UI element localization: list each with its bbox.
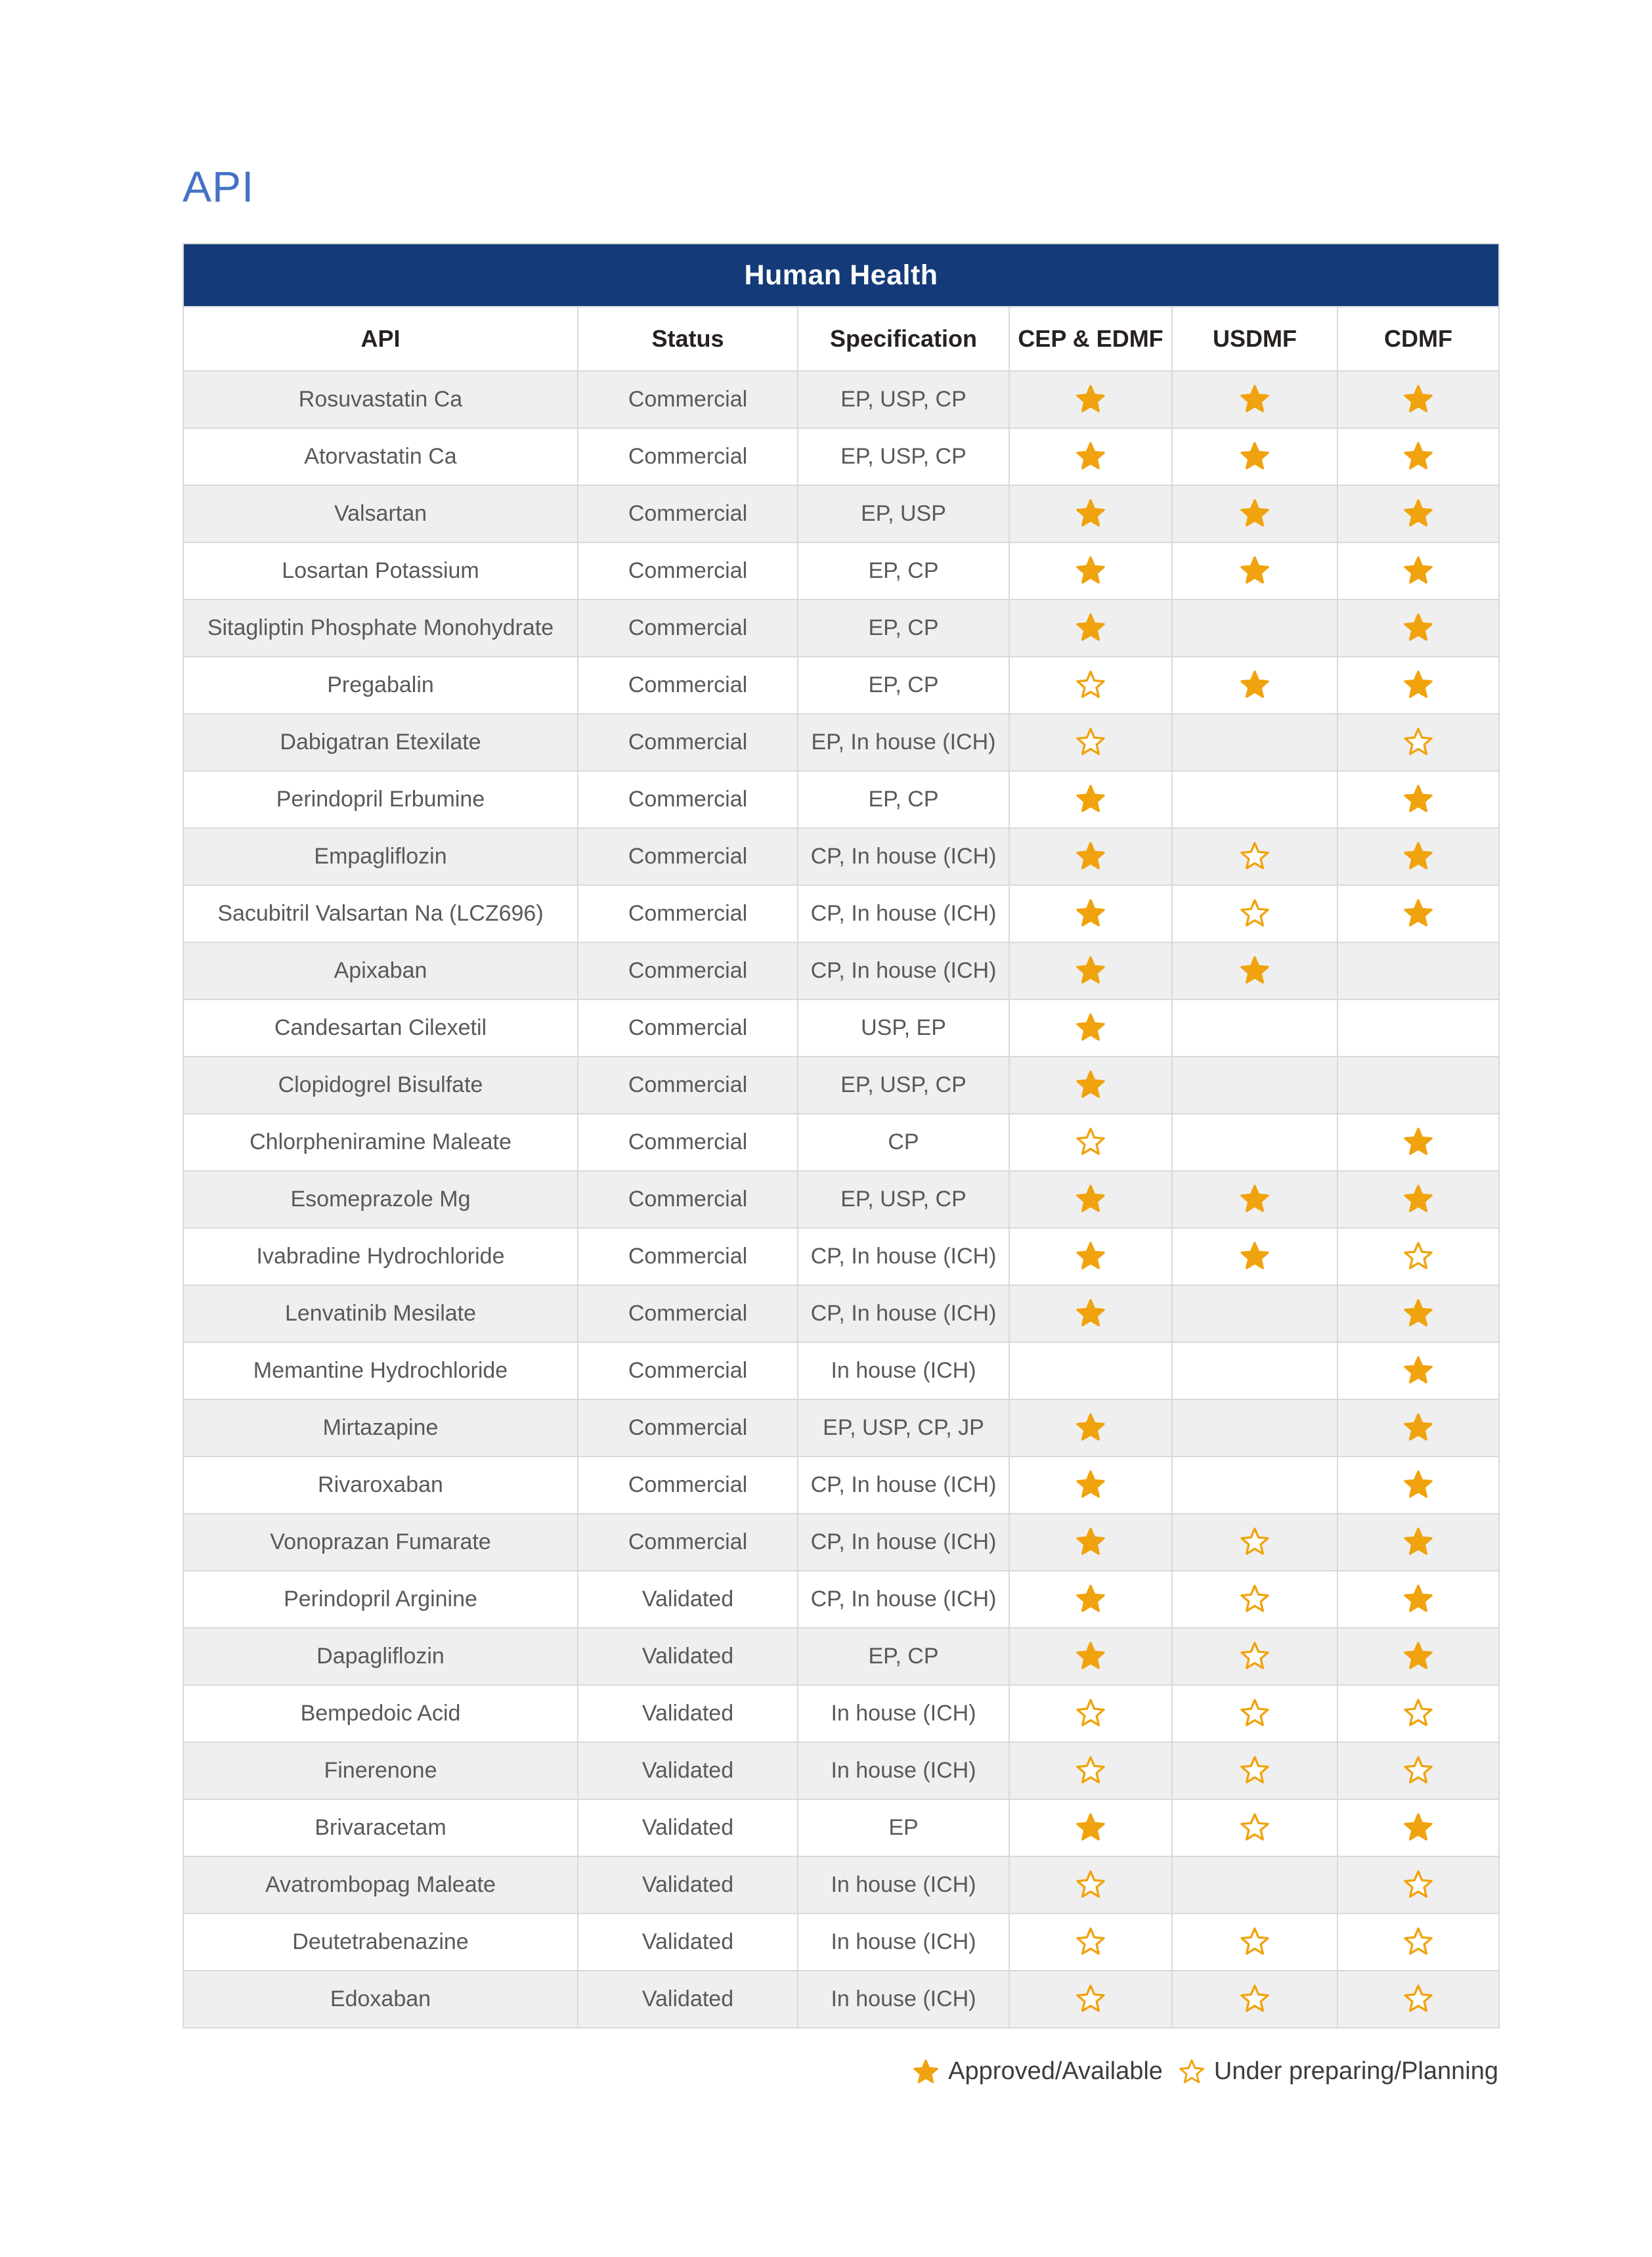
cdmf-star-cell: [1337, 428, 1499, 485]
status-cell: Commercial: [578, 999, 798, 1057]
table-row: [183, 1228, 1499, 1285]
cep-edmf-star-cell: [1009, 1628, 1172, 1685]
cep-edmf-star-cell: [1009, 1342, 1172, 1399]
table-row: [183, 885, 1499, 942]
usdmf-star-cell: [1172, 1685, 1337, 1742]
table-row: [183, 771, 1499, 828]
api-name-cell: Rosuvastatin Ca: [183, 371, 578, 428]
api-name-cell: Dapagliflozin: [183, 1628, 578, 1685]
usdmf-star-cell: [1172, 1285, 1337, 1342]
column-header-cep-edmf: CEP & EDMF: [1009, 307, 1172, 371]
cep-edmf-star-cell: [1009, 1685, 1172, 1742]
star-outline-icon: [1403, 1756, 1433, 1786]
usdmf-star-cell: [1172, 1228, 1337, 1285]
api-name-cell: Candesartan Cilexetil: [183, 999, 578, 1057]
legend-item-preparing: [1179, 2057, 1498, 2086]
cep-edmf-star-cell: [1009, 1285, 1172, 1342]
usdmf-star-cell: [1172, 771, 1337, 828]
star-filled-icon: [1076, 499, 1106, 529]
cep-edmf-star-cell: [1009, 885, 1172, 942]
table-body: [183, 371, 1499, 2028]
star-outline-icon: [1076, 670, 1106, 701]
status-cell: Commercial: [578, 542, 798, 600]
status-cell: Commercial: [578, 1057, 798, 1114]
specification-cell: In house (ICH): [798, 1685, 1009, 1742]
star-outline-icon: [1076, 1699, 1106, 1729]
legend-preparing-label: Under preparing/Planning: [1213, 2057, 1498, 2085]
cdmf-star-cell: [1337, 1057, 1499, 1114]
cdmf-star-cell: [1337, 1342, 1499, 1399]
specification-cell: EP, CP: [798, 657, 1009, 714]
star-filled-icon: [1076, 842, 1106, 872]
table-row: [183, 714, 1499, 771]
table-row: [183, 1514, 1499, 1571]
star-filled-icon: [1403, 1185, 1433, 1215]
star-filled-icon: [1076, 442, 1106, 472]
cdmf-star-cell: [1337, 1285, 1499, 1342]
star-outline-icon: [1076, 728, 1106, 758]
specification-cell: EP, In house (ICH): [798, 714, 1009, 771]
api-name-cell: Perindopril Erbumine: [183, 771, 578, 828]
table-row: [183, 1342, 1499, 1399]
specification-cell: CP, In house (ICH): [798, 1514, 1009, 1571]
status-cell: Validated: [578, 1742, 798, 1799]
star-filled-icon: [1403, 442, 1433, 472]
usdmf-star-cell: [1172, 1742, 1337, 1799]
star-outline-icon: [1240, 899, 1270, 929]
specification-cell: In house (ICH): [798, 1342, 1009, 1399]
cep-edmf-star-cell: [1009, 485, 1172, 542]
column-header-row: [183, 307, 1499, 371]
table-row: [183, 1457, 1499, 1514]
specification-cell: EP, USP, CP: [798, 428, 1009, 485]
star-outline-icon: [1240, 1527, 1270, 1558]
star-filled-icon: [1240, 499, 1270, 529]
star-filled-icon: [1403, 1470, 1433, 1501]
api-name-cell: Rivaroxaban: [183, 1457, 578, 1514]
table-row: [183, 371, 1499, 428]
specification-cell: EP, USP, CP, JP: [798, 1399, 1009, 1457]
status-cell: Commercial: [578, 1399, 798, 1457]
table-row: [183, 485, 1499, 542]
cep-edmf-star-cell: [1009, 999, 1172, 1057]
cep-edmf-star-cell: [1009, 371, 1172, 428]
status-cell: Commercial: [578, 771, 798, 828]
status-cell: Commercial: [578, 1457, 798, 1514]
cep-edmf-star-cell: [1009, 657, 1172, 714]
star-filled-icon: [1240, 442, 1270, 472]
star-outline-icon: [1240, 1699, 1270, 1729]
star-filled-icon: [1403, 1128, 1433, 1158]
star-filled-icon: [1240, 670, 1270, 701]
status-cell: Validated: [578, 1914, 798, 1971]
cdmf-star-cell: [1337, 1856, 1499, 1914]
status-cell: Commercial: [578, 1228, 798, 1285]
cdmf-star-cell: [1337, 1685, 1499, 1742]
status-cell: Validated: [578, 1571, 798, 1628]
cdmf-star-cell: [1337, 942, 1499, 999]
cdmf-star-cell: [1337, 657, 1499, 714]
table-row: [183, 1799, 1499, 1856]
cep-edmf-star-cell: [1009, 714, 1172, 771]
status-cell: Commercial: [578, 657, 798, 714]
star-filled-icon: [1240, 1185, 1270, 1215]
table-row: [183, 828, 1499, 885]
table-row: [183, 942, 1499, 999]
star-filled-icon: [1076, 956, 1106, 986]
usdmf-star-cell: [1172, 999, 1337, 1057]
status-cell: Commercial: [578, 714, 798, 771]
cep-edmf-star-cell: [1009, 1971, 1172, 2028]
star-filled-icon: [1403, 1642, 1433, 1672]
star-outline-icon: [1076, 1870, 1106, 1900]
cdmf-star-cell: [1337, 1971, 1499, 2028]
cep-edmf-star-cell: [1009, 1799, 1172, 1856]
cep-edmf-star-cell: [1009, 1228, 1172, 1285]
star-outline-icon: [1240, 1585, 1270, 1615]
status-cell: Validated: [578, 1685, 798, 1742]
cep-edmf-star-cell: [1009, 828, 1172, 885]
star-filled-icon: [1076, 1185, 1106, 1215]
star-outline-icon: [1403, 728, 1433, 758]
star-filled-icon: [1076, 1527, 1106, 1558]
star-filled-icon: [1076, 1299, 1106, 1329]
specification-cell: In house (ICH): [798, 1856, 1009, 1914]
table-row: [183, 1628, 1499, 1685]
api-name-cell: Memantine Hydrochloride: [183, 1342, 578, 1399]
star-filled-icon: [1076, 1413, 1106, 1443]
cdmf-star-cell: [1337, 1399, 1499, 1457]
table-row: [183, 1399, 1499, 1457]
usdmf-star-cell: [1172, 1171, 1337, 1228]
api-name-cell: Losartan Potassium: [183, 542, 578, 600]
star-filled-icon: [1240, 556, 1270, 586]
table-row: [183, 1914, 1499, 1971]
cdmf-star-cell: [1337, 1914, 1499, 1971]
specification-cell: CP, In house (ICH): [798, 828, 1009, 885]
cep-edmf-star-cell: [1009, 542, 1172, 600]
star-outline-icon: [1076, 1927, 1106, 1958]
cdmf-star-cell: [1337, 771, 1499, 828]
star-filled-icon: [1403, 670, 1433, 701]
star-filled-icon: [1403, 1413, 1433, 1443]
star-outline-icon: [1240, 1756, 1270, 1786]
star-filled-icon: [1076, 1813, 1106, 1843]
specification-cell: EP, USP, CP: [798, 1057, 1009, 1114]
star-outline-icon: [1240, 1927, 1270, 1958]
usdmf-star-cell: [1172, 371, 1337, 428]
star-outline-icon: [1403, 1242, 1433, 1272]
usdmf-star-cell: [1172, 1457, 1337, 1514]
cep-edmf-star-cell: [1009, 600, 1172, 657]
column-header-usdmf: USDMF: [1172, 307, 1337, 371]
usdmf-star-cell: [1172, 714, 1337, 771]
star-filled-icon: [1076, 385, 1106, 415]
star-outline-icon: [1240, 1813, 1270, 1843]
cdmf-star-cell: [1337, 828, 1499, 885]
cep-edmf-star-cell: [1009, 1914, 1172, 1971]
content-area: [183, 162, 1498, 2086]
specification-cell: EP: [798, 1799, 1009, 1856]
cdmf-star-cell: [1337, 1457, 1499, 1514]
api-name-cell: Pregabalin: [183, 657, 578, 714]
table-row: [183, 1571, 1499, 1628]
usdmf-star-cell: [1172, 657, 1337, 714]
specification-cell: EP, USP: [798, 485, 1009, 542]
usdmf-star-cell: [1172, 1342, 1337, 1399]
legend: [183, 2057, 1498, 2086]
cep-edmf-star-cell: [1009, 1742, 1172, 1799]
status-cell: Commercial: [578, 828, 798, 885]
usdmf-star-cell: [1172, 1114, 1337, 1171]
usdmf-star-cell: [1172, 1514, 1337, 1571]
star-outline-icon: [1076, 1984, 1106, 2015]
cdmf-star-cell: [1337, 600, 1499, 657]
star-filled-icon: [1403, 1356, 1433, 1386]
usdmf-star-cell: [1172, 1971, 1337, 2028]
star-filled-icon: [1240, 385, 1270, 415]
star-outline-icon: [1179, 2059, 1205, 2086]
status-cell: Commercial: [578, 1171, 798, 1228]
specification-cell: In house (ICH): [798, 1914, 1009, 1971]
specification-cell: USP, EP: [798, 999, 1009, 1057]
cep-edmf-star-cell: [1009, 1171, 1172, 1228]
cdmf-star-cell: [1337, 1742, 1499, 1799]
cdmf-star-cell: [1337, 1571, 1499, 1628]
status-cell: Validated: [578, 1971, 798, 2028]
status-cell: Commercial: [578, 428, 798, 485]
usdmf-star-cell: [1172, 1799, 1337, 1856]
star-filled-icon: [1403, 1299, 1433, 1329]
cdmf-star-cell: [1337, 1228, 1499, 1285]
cdmf-star-cell: [1337, 1799, 1499, 1856]
cep-edmf-star-cell: [1009, 1114, 1172, 1171]
status-cell: Validated: [578, 1628, 798, 1685]
legend-outline-star: [1179, 2057, 1205, 2086]
column-header-status: Status: [578, 307, 798, 371]
star-filled-icon: [1076, 556, 1106, 586]
usdmf-star-cell: [1172, 428, 1337, 485]
star-outline-icon: [1403, 1870, 1433, 1900]
table-title-banner: Human Health: [183, 244, 1499, 307]
status-cell: Validated: [578, 1799, 798, 1856]
page-title: API: [183, 162, 255, 211]
usdmf-star-cell: [1172, 600, 1337, 657]
star-outline-icon: [1240, 1984, 1270, 2015]
status-cell: Commercial: [578, 1285, 798, 1342]
specification-cell: CP: [798, 1114, 1009, 1171]
cep-edmf-star-cell: [1009, 1571, 1172, 1628]
status-cell: Commercial: [578, 485, 798, 542]
star-filled-icon: [1403, 785, 1433, 815]
table-row: [183, 1856, 1499, 1914]
star-filled-icon: [1076, 1070, 1106, 1101]
star-filled-icon: [1403, 556, 1433, 586]
api-name-cell: Apixaban: [183, 942, 578, 999]
human-health-table: [183, 243, 1500, 2028]
star-filled-icon: [1076, 1242, 1106, 1272]
star-outline-icon: [1403, 1927, 1433, 1958]
specification-cell: EP, USP, CP: [798, 1171, 1009, 1228]
star-filled-icon: [1403, 613, 1433, 644]
table-row: [183, 600, 1499, 657]
specification-cell: In house (ICH): [798, 1971, 1009, 2028]
cdmf-star-cell: [1337, 542, 1499, 600]
cep-edmf-star-cell: [1009, 942, 1172, 999]
status-cell: Commercial: [578, 1514, 798, 1571]
status-cell: Validated: [578, 1856, 798, 1914]
api-name-cell: Esomeprazole Mg: [183, 1171, 578, 1228]
star-filled-icon: [1076, 1470, 1106, 1501]
usdmf-star-cell: [1172, 1399, 1337, 1457]
star-filled-icon: [1076, 899, 1106, 929]
status-cell: Commercial: [578, 371, 798, 428]
star-filled-icon: [1240, 1242, 1270, 1272]
star-outline-icon: [1076, 1128, 1106, 1158]
table-row: [183, 1285, 1499, 1342]
cdmf-star-cell: [1337, 1628, 1499, 1685]
star-filled-icon: [1403, 385, 1433, 415]
star-filled-icon: [1076, 1013, 1106, 1043]
api-name-cell: Brivaracetam: [183, 1799, 578, 1856]
api-name-cell: Clopidogrel Bisulfate: [183, 1057, 578, 1114]
star-filled-icon: [1240, 956, 1270, 986]
specification-cell: CP, In house (ICH): [798, 1457, 1009, 1514]
usdmf-star-cell: [1172, 1571, 1337, 1628]
usdmf-star-cell: [1172, 885, 1337, 942]
usdmf-star-cell: [1172, 542, 1337, 600]
cdmf-star-cell: [1337, 714, 1499, 771]
cdmf-star-cell: [1337, 371, 1499, 428]
table-row: [183, 1971, 1499, 2028]
table-row: [183, 1742, 1499, 1799]
api-name-cell: Dabigatran Etexilate: [183, 714, 578, 771]
api-name-cell: Sitagliptin Phosphate Monohydrate: [183, 600, 578, 657]
specification-cell: EP, CP: [798, 600, 1009, 657]
specification-cell: EP, USP, CP: [798, 371, 1009, 428]
api-name-cell: Edoxaban: [183, 1971, 578, 2028]
specification-cell: CP, In house (ICH): [798, 885, 1009, 942]
column-header-cdmf: CDMF: [1337, 307, 1499, 371]
star-filled-icon: [1403, 1585, 1433, 1615]
api-name-cell: Valsartan: [183, 485, 578, 542]
column-header-specification: Specification: [798, 307, 1009, 371]
table-banner-row: [183, 244, 1499, 307]
star-filled-icon: [1076, 785, 1106, 815]
cep-edmf-star-cell: [1009, 1856, 1172, 1914]
table-row: [183, 428, 1499, 485]
api-name-cell: Perindopril Arginine: [183, 1571, 578, 1628]
cdmf-star-cell: [1337, 885, 1499, 942]
table-row: [183, 1171, 1499, 1228]
star-outline-icon: [1076, 1756, 1106, 1786]
star-outline-icon: [1403, 1699, 1433, 1729]
status-cell: Commercial: [578, 885, 798, 942]
usdmf-star-cell: [1172, 1914, 1337, 1971]
api-name-cell: Lenvatinib Mesilate: [183, 1285, 578, 1342]
usdmf-star-cell: [1172, 1057, 1337, 1114]
star-filled-icon: [1403, 499, 1433, 529]
specification-cell: CP, In house (ICH): [798, 942, 1009, 999]
api-name-cell: Avatrombopag Maleate: [183, 1856, 578, 1914]
star-filled-icon: [1403, 1813, 1433, 1843]
usdmf-star-cell: [1172, 1856, 1337, 1914]
api-name-cell: Atorvastatin Ca: [183, 428, 578, 485]
api-name-cell: Sacubitril Valsartan Na (LCZ696): [183, 885, 578, 942]
usdmf-star-cell: [1172, 1628, 1337, 1685]
legend-approved-label: Approved/Available: [948, 2057, 1163, 2085]
table-row: [183, 1057, 1499, 1114]
status-cell: Commercial: [578, 600, 798, 657]
star-outline-icon: [1240, 842, 1270, 872]
api-name-cell: Finerenone: [183, 1742, 578, 1799]
star-filled-icon: [1076, 1642, 1106, 1672]
cep-edmf-star-cell: [1009, 1057, 1172, 1114]
cdmf-star-cell: [1337, 1171, 1499, 1228]
cdmf-star-cell: [1337, 1514, 1499, 1571]
cep-edmf-star-cell: [1009, 1457, 1172, 1514]
api-name-cell: Empagliflozin: [183, 828, 578, 885]
cdmf-star-cell: [1337, 999, 1499, 1057]
api-name-cell: Vonoprazan Fumarate: [183, 1514, 578, 1571]
star-filled-icon: [1403, 1527, 1433, 1558]
specification-cell: EP, CP: [798, 542, 1009, 600]
table-row: [183, 999, 1499, 1057]
specification-cell: CP, In house (ICH): [798, 1571, 1009, 1628]
star-outline-icon: [1240, 1642, 1270, 1672]
specification-cell: EP, CP: [798, 1628, 1009, 1685]
star-filled-icon: [1076, 1585, 1106, 1615]
star-filled-icon: [1076, 613, 1106, 644]
table-row: [183, 1685, 1499, 1742]
star-filled-icon: [913, 2059, 939, 2086]
cep-edmf-star-cell: [1009, 1399, 1172, 1457]
api-name-cell: Chlorpheniramine Maleate: [183, 1114, 578, 1171]
specification-cell: EP, CP: [798, 771, 1009, 828]
table-row: [183, 1114, 1499, 1171]
cdmf-star-cell: [1337, 1114, 1499, 1171]
usdmf-star-cell: [1172, 942, 1337, 999]
specification-cell: In house (ICH): [798, 1742, 1009, 1799]
legend-item-approved: [913, 2057, 1163, 2086]
cep-edmf-star-cell: [1009, 771, 1172, 828]
cep-edmf-star-cell: [1009, 1514, 1172, 1571]
cdmf-star-cell: [1337, 485, 1499, 542]
api-name-cell: Ivabradine Hydrochloride: [183, 1228, 578, 1285]
status-cell: Commercial: [578, 942, 798, 999]
usdmf-star-cell: [1172, 485, 1337, 542]
column-header-api: API: [183, 307, 578, 371]
api-name-cell: Deutetrabenazine: [183, 1914, 578, 1971]
star-outline-icon: [1403, 1984, 1433, 2015]
specification-cell: CP, In house (ICH): [798, 1285, 1009, 1342]
api-name-cell: Bempedoic Acid: [183, 1685, 578, 1742]
star-filled-icon: [1403, 899, 1433, 929]
usdmf-star-cell: [1172, 828, 1337, 885]
api-name-cell: Mirtazapine: [183, 1399, 578, 1457]
table-row: [183, 542, 1499, 600]
status-cell: Commercial: [578, 1114, 798, 1171]
star-filled-icon: [1403, 842, 1433, 872]
table-row: [183, 657, 1499, 714]
cep-edmf-star-cell: [1009, 428, 1172, 485]
legend-filled-star: [913, 2057, 939, 2086]
status-cell: Commercial: [578, 1342, 798, 1399]
specification-cell: CP, In house (ICH): [798, 1228, 1009, 1285]
